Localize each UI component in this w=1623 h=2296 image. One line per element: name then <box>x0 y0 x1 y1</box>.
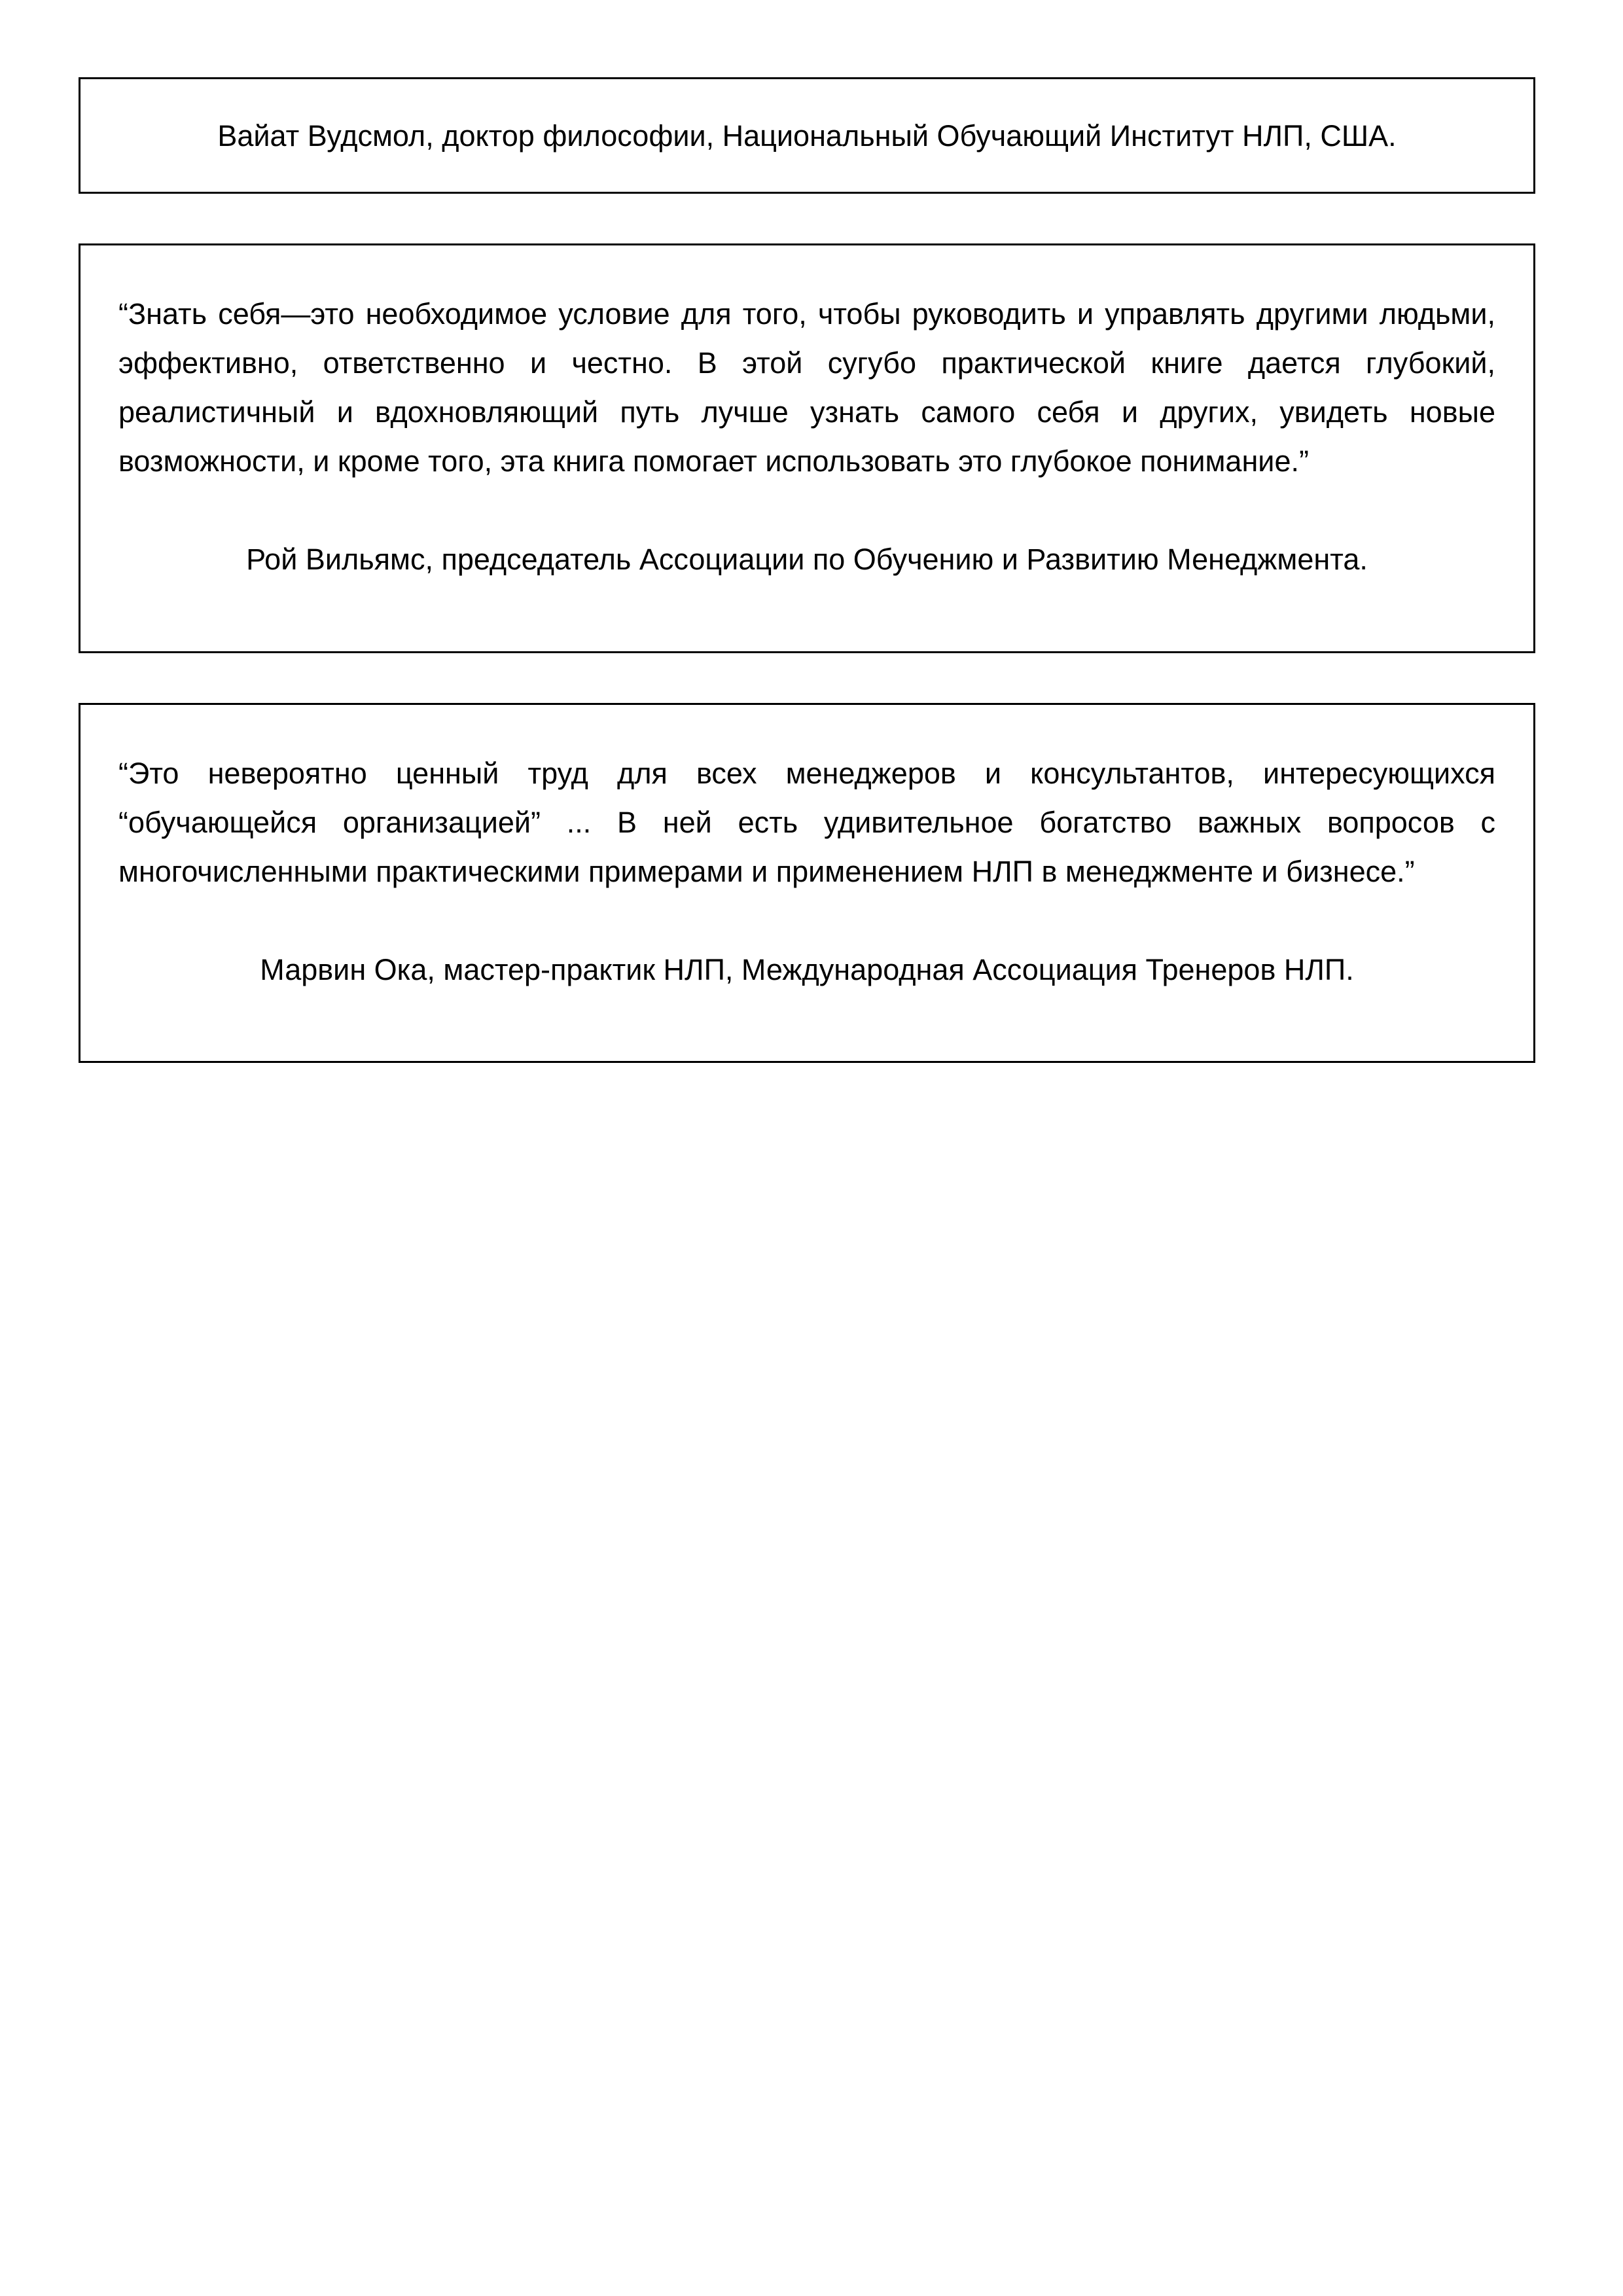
testimonial-quote: “Знать себя—это необходимое условие для того, чтобы руководить и управлять другими людьми, эффективно, ответственно и честно. В этой сугубо практической книге дается глубокий, реалистичный и вдохновляющий путь лучше узнать самого себя и других, увидеть новые возможности, и кроме того, эта книга помогает использовать это глубокое понимание.” <box>118 297 1495 478</box>
paragraph-spacer <box>118 486 1495 535</box>
testimonial-attribution: Марвин Ока, мастер-практик НЛП, Международная Ассоциация Тренеров НЛП. <box>260 953 1354 986</box>
testimonial-quote: “Это невероятно ценный труд для всех менеджеров и консультантов, интересующихся “обучающейся организацией” ... В ней есть удивительное богатство важных вопросов с многочисленными практическими примерами и применением НЛП в менеджменте и бизнесе.” <box>118 757 1495 888</box>
testimonial-box-woodsmall <box>79 77 1535 194</box>
testimonial-box-williams <box>79 243 1535 653</box>
testimonial-box-oka <box>79 703 1535 1063</box>
paragraph-spacer <box>118 896 1495 945</box>
testimonial-attribution: Рой Вильямс, председатель Ассоциации по Обучению и Развитию Менеджмента. <box>246 543 1368 576</box>
testimonial-attribution: Вайат Вудсмол, доктор философии, Национальный Обучающий Институт НЛП, США. <box>217 118 1397 152</box>
